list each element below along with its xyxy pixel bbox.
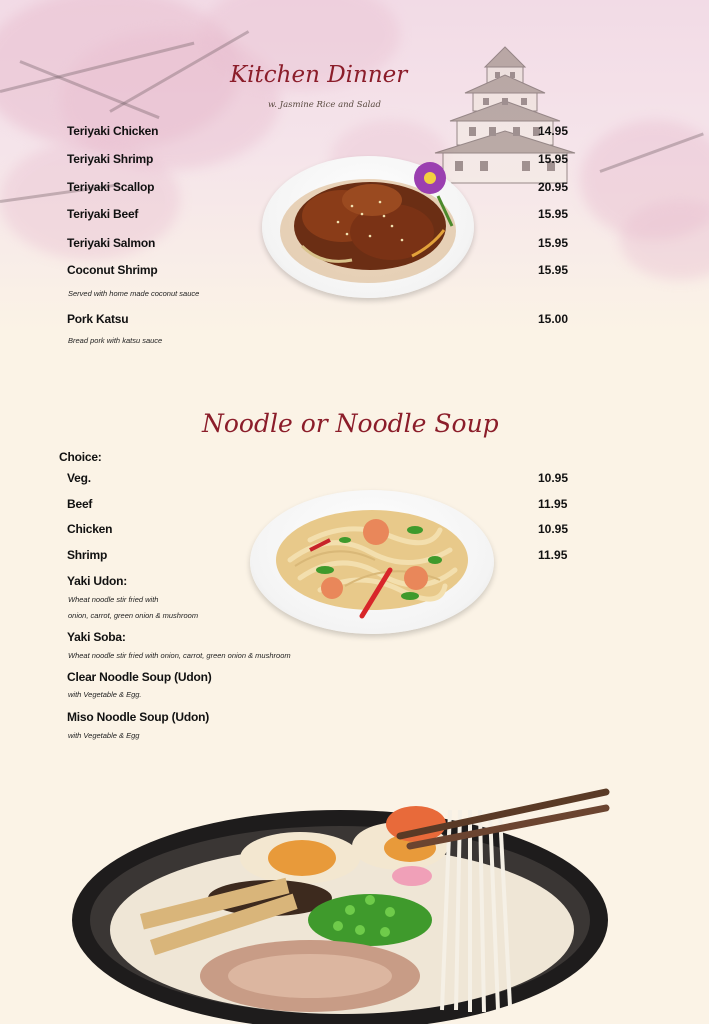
menu-item-name: Veg. xyxy=(67,471,91,485)
menu-item-description: with Vegetable & Egg. xyxy=(68,690,142,699)
menu-item-price: 15.00 xyxy=(538,312,569,326)
menu-item-name: Coconut Shrimp xyxy=(67,263,158,277)
menu-item-description: Bread pork with katsu sauce xyxy=(68,336,163,345)
menu-item-price: 15.95 xyxy=(538,152,569,166)
menu-item-description: Served with home made coconut sauce xyxy=(68,289,200,298)
menu-item-name: Yaki Udon: xyxy=(67,574,128,588)
menu-item-name: Teriyaki Scallop xyxy=(67,180,155,194)
menu-item-description: Wheat noodle stir fried with onion, carrot, green onion & mushroom xyxy=(68,651,291,660)
ramen-bowl-image xyxy=(70,780,610,1024)
choice-label: Choice: xyxy=(59,450,102,464)
menu-item-price: 15.95 xyxy=(538,263,569,277)
menu-item-name: Miso Noodle Soup (Udon) xyxy=(67,710,210,724)
menu-item-description: Wheat noodle stir fried with xyxy=(68,595,159,604)
menu-item-name: Shrimp xyxy=(67,548,108,562)
menu-item-name: Yaki Soba: xyxy=(67,630,126,644)
menu-item-price: 11.95 xyxy=(538,497,568,511)
section-title-noodle: Noodle or Noodle Soup xyxy=(202,409,499,438)
menu-item-price: 14.95 xyxy=(538,124,569,138)
menu-item-price: 20.95 xyxy=(538,180,569,194)
menu-item-name: Beef xyxy=(67,497,93,511)
section-subtitle: w. Jasmine Rice and Salad xyxy=(268,100,381,110)
menu-item-price: 11.95 xyxy=(538,548,568,562)
menu-item-name: Chicken xyxy=(67,522,113,536)
menu-item-name: Teriyaki Beef xyxy=(67,207,139,221)
menu-item-price: 10.95 xyxy=(538,522,569,536)
teriyaki-plate-image xyxy=(262,156,474,298)
menu-item-price: 15.95 xyxy=(538,207,569,221)
menu-item-name: Teriyaki Chicken xyxy=(67,124,159,138)
menu-item-price: 10.95 xyxy=(538,471,569,485)
menu-item-name: Teriyaki Shrimp xyxy=(67,152,154,166)
menu-item-description: onion, carrot, green onion & mushroom xyxy=(68,611,199,620)
menu-item-price: 15.95 xyxy=(538,236,569,250)
menu-item-name: Teriyaki Salmon xyxy=(67,236,156,250)
menu-item-name: Pork Katsu xyxy=(67,312,129,326)
menu-item-description: with Vegetable & Egg xyxy=(68,731,140,740)
section-title-kitchen-dinner: Kitchen Dinner xyxy=(230,62,408,88)
menu-item-name: Clear Noodle Soup (Udon) xyxy=(67,670,212,684)
yaki-udon-plate-image xyxy=(250,490,494,634)
